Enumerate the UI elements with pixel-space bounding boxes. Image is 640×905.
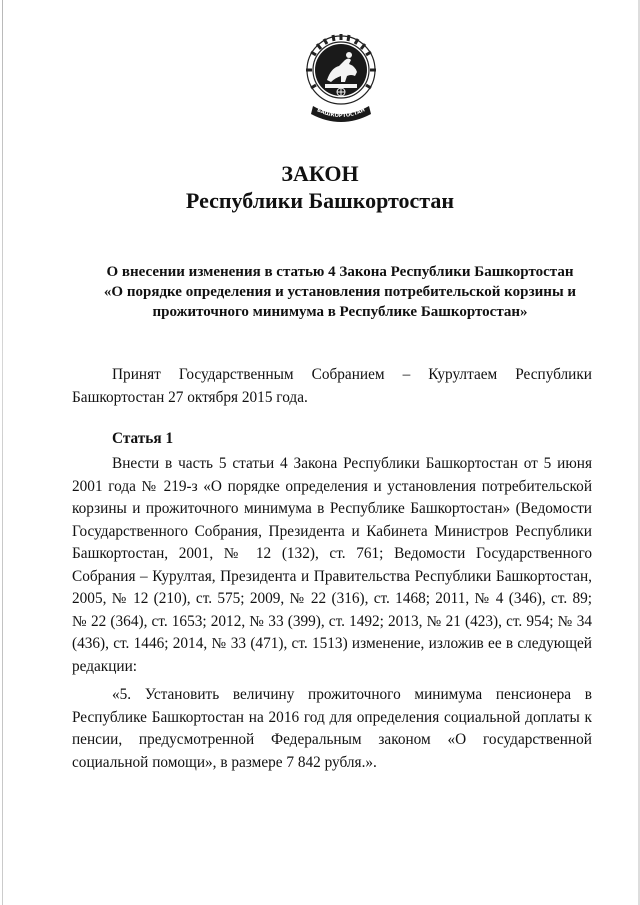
- paragraph-line: № 22 (364), ст. 1653; 2012, № 33 (399), ст. 1492; 2013, № 21 (423), ст. 954; № 34: [72, 612, 592, 630]
- heading-line: «О порядке определения и установления потребительской корзины и: [103, 284, 577, 300]
- paragraph-line: «5. Установить величину прожиточного минимума пенсионера в: [112, 686, 592, 703]
- adoption-statement: [72, 364, 592, 409]
- paragraph-line: корзины и прожиточного минимума в Республике Башкортостан» (Ведомости: [72, 500, 592, 517]
- paragraph-line: редакции:: [72, 657, 138, 675]
- paragraph-line: Государственного Собрания, Президента и Кабинета Министров Республики: [72, 522, 592, 540]
- paragraph-2: [72, 684, 592, 774]
- law-subtitle: Республики Башкортостан: [185, 188, 455, 213]
- heading-line: прожиточного минимума в Республике Башкортостан»: [152, 304, 528, 320]
- law-title: ЗАКОН: [281, 161, 359, 186]
- emblem-ribbon-text: БАШКОРТОСТАН: [315, 107, 367, 120]
- article-body: [72, 453, 592, 774]
- paragraph-line: Республике Башкортостан на 2016 год для определения социальной доплаты к: [72, 708, 592, 726]
- paragraph-line: 2005, № 12 (210), ст. 575; 2009, № 22 (316), ст. 1468; 2011, № 4 (346), ст. 89;: [72, 590, 592, 607]
- paragraph-line: Башкортостан, 2001, № 12 (132), ст. 761; Ведомости Государственного: [72, 545, 592, 562]
- paragraph-line: 2001 года № 219-з «О порядке определения и установления потребительской: [72, 477, 592, 495]
- adoption-line: Принят Государственным Собранием – Курултаем Республики: [112, 366, 592, 383]
- law-heading: [90, 262, 590, 322]
- paragraph-line: пенсии, предусмотренной Федеральным законом «О государственной: [72, 731, 592, 748]
- paragraph-line: Собрания – Курултая, Президента и Правительства Республики Башкортостан,: [72, 567, 592, 585]
- coat-of-arms-icon: [301, 24, 381, 128]
- adoption-line: Башкортостан 27 октября 2015 года.: [72, 388, 308, 406]
- scan-edge-left: [2, 0, 3, 905]
- paragraph-line: Внести в часть 5 статьи 4 Закона Республики Башкортостан от 5 июня: [112, 455, 592, 472]
- paragraph-1: [72, 453, 592, 678]
- article-title: Статья 1: [112, 430, 174, 447]
- heading-line: О внесении изменения в статью 4 Закона Республики Башкортостан: [106, 264, 574, 280]
- paragraph-line: социальной помощи», в размере 7 842 рубля.».: [72, 753, 377, 771]
- paragraph-line: (436), ст. 1446; 2014, № 33 (471), ст. 1513) изменение, изложив ее в следующей: [72, 635, 592, 652]
